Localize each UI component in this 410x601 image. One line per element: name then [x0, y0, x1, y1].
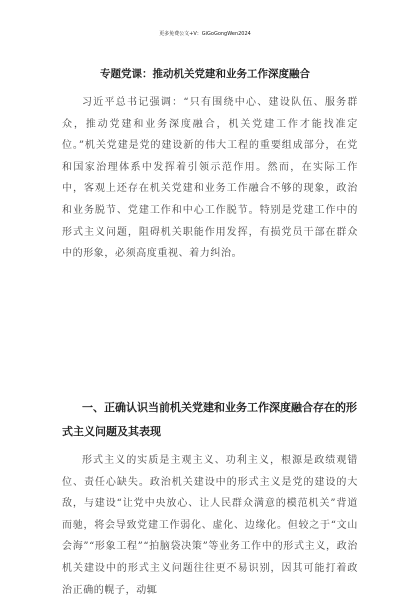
section-paragraph: 形式主义的实质是主观主义、功利主义，根源是政绩观错位、责任心缺失。政治机关建设中的形式主义是党的建设的大敌，与建设“让党中央放心、让人民群众满意的模范机关”背道而驰，将会导致党建工作弱化、虚化、边缘化。但较之于“文山会海”“形象工程”“拍脑袋决策”等业务工作中的形式主义，政治机关建设中的形式主义问题往往更不易识别，因其可能打着政治正确的幌子，动辄 — [62, 455, 358, 596]
intro-paragraph: 习近平总书记强调：“只有围绕中心、建设队伍、服务群众，推动党建和业务深度融合，机关党建工作才能找准定位。”机关党建是党的建设新的伟大工程的重要组成部分，在党和国家治理体系中发挥着引领示范作用。然而，在实际工作中，客观上还存在机关党建和业务工作融合不够的现象，政治和业务脱节、党建工作和中心工作脱节。特别是党建工作中的形式主义问题，阻碍机关职能作用发挥，有损党员干部在群众中的形象，必须高度重视、着力纠治。 — [62, 97, 358, 260]
header-note: 更多免费公文+V：GiGoGongWen2024 — [159, 31, 251, 37]
section-heading: 一、正确认识当前机关党建和业务工作深度融合存在的形式主义问题及其表现 — [62, 401, 357, 438]
document-title: 专题党课：推动机关党建和业务工作深度融合 — [100, 68, 310, 80]
